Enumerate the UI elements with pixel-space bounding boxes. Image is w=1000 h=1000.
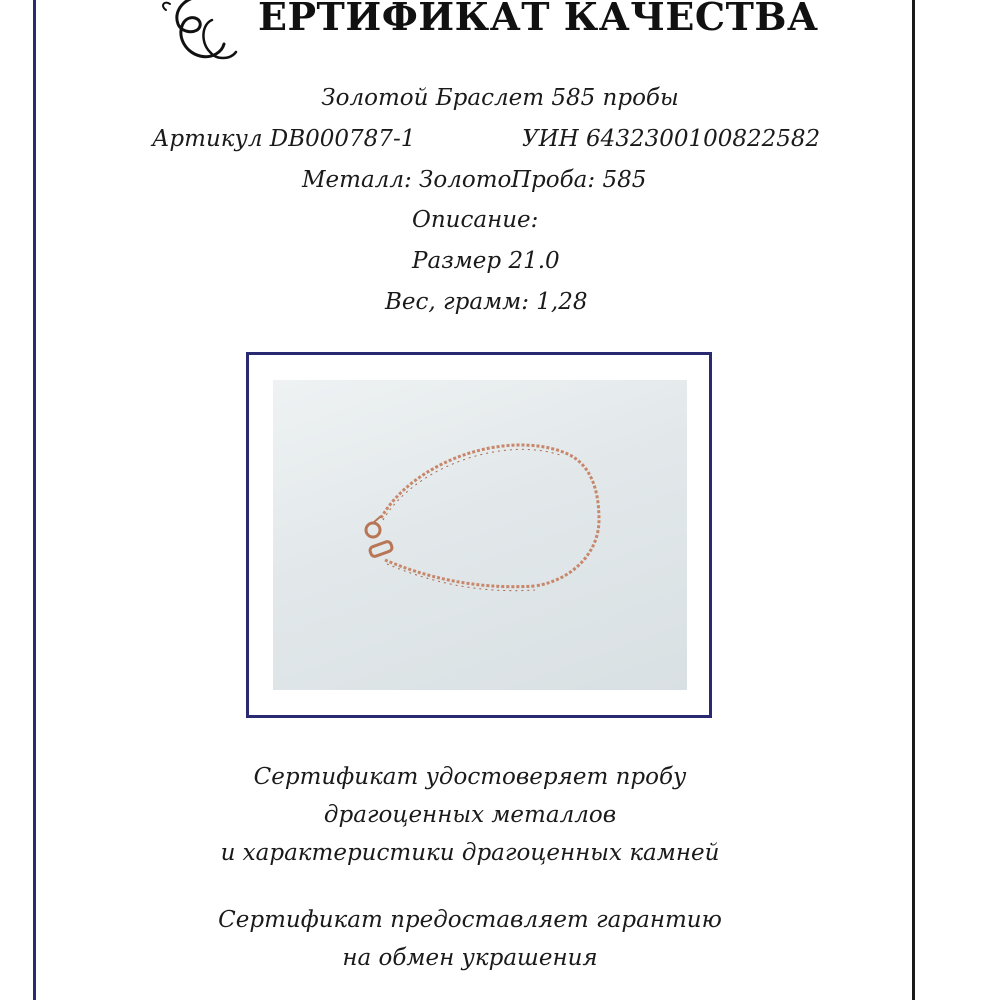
photo-frame <box>246 352 712 718</box>
product-name: Золотой Браслет 585 пробы <box>321 85 679 111</box>
footer-paragraph-1 <box>0 758 940 872</box>
bracelet-photo <box>273 380 687 690</box>
bracelet-chain-icon <box>273 380 687 690</box>
certificate-title: ЕРТИФИКАТ КАЧЕСТВА <box>258 0 819 39</box>
monogram-logo <box>150 0 260 75</box>
probe-value: Проба: 585 <box>511 167 647 193</box>
footer-paragraph-2 <box>0 901 940 977</box>
weight-value: Вес, грамм: 1,28 <box>385 289 588 315</box>
size-value: Размер 21.0 <box>412 248 560 274</box>
footer-line: драгоценных металлов <box>323 802 617 828</box>
footer-line: Сертификат удостоверяет пробу <box>253 764 687 790</box>
footer-line: и характеристики драгоценных камней <box>220 840 720 866</box>
footer-line: на обмен украшения <box>342 945 598 971</box>
uin-number: УИН 6432300100822582 <box>522 126 821 152</box>
article-number: Артикул DB000787-1 <box>152 126 416 152</box>
description-label: Описание: <box>412 207 539 233</box>
footer-line: Сертификат предоставляет гарантию <box>218 907 722 933</box>
metal-value: Металл: Золото <box>302 167 512 193</box>
